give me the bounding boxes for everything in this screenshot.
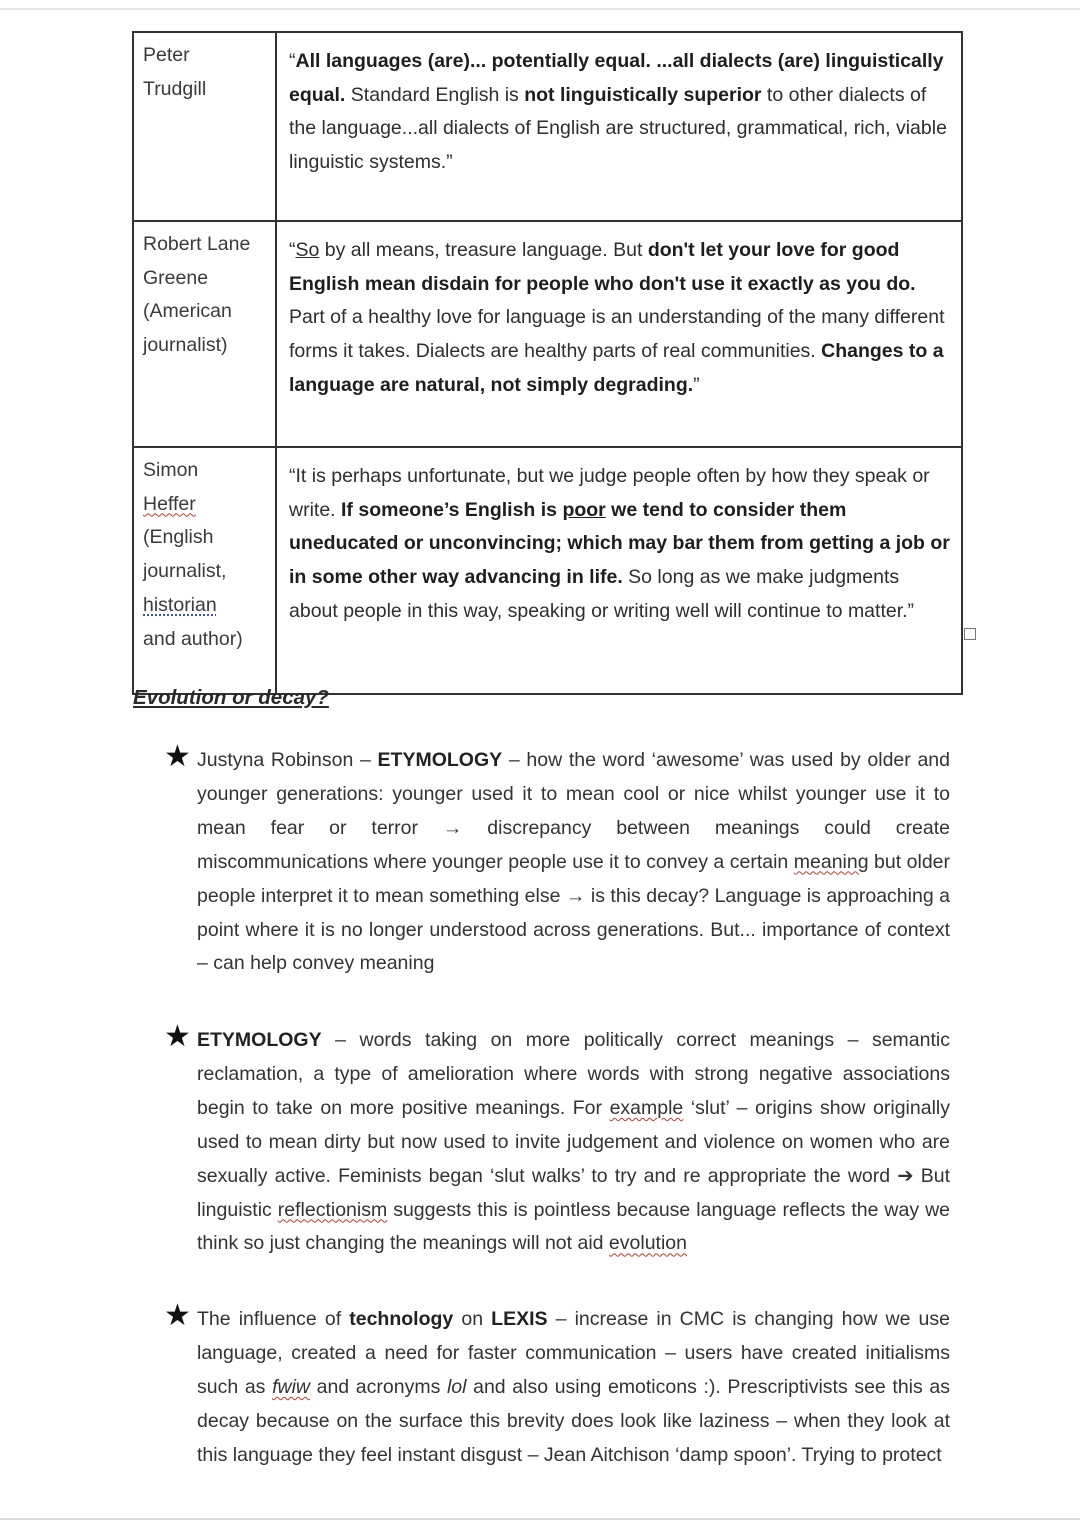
list-item: [164, 1299, 950, 1473]
star-icon: ★: [164, 1299, 191, 1332]
table-row: [133, 221, 962, 447]
table-row: [133, 32, 962, 221]
author-line: Heffer: [143, 492, 196, 515]
bottom-edge-line: [0, 1518, 1080, 1520]
author-line: Simon: [143, 459, 199, 481]
author-cell: [133, 447, 276, 694]
author-line: journalist,: [143, 560, 227, 583]
star-icon: ★: [164, 740, 191, 773]
bullet-text: Justyna Robinson – ETYMOLOGY – how the word ‘awesome’ was used by older and younger generations: younger used it to mean cool or nice whilst younger use it to mean fear or terror → discrepancy between meanings could create miscommunications where younger people use it to convey a certain meaning but older people interpret it to mean something else → is this decay? Language is approaching a point where it is no longer understood across generations. But... importance of context – can help convey meaning: [197, 749, 951, 975]
author-cell: [133, 32, 276, 221]
star-icon: ★: [164, 1020, 191, 1053]
author-line: Greene: [143, 266, 209, 289]
bullet-text: The influence of technology on LEXIS – increase in CMC is changing how we use language, created a need for faster communication – users have created initialisms such as fwiw and acronyms lol and also using emoticons :). Prescriptivists see this as decay because on the surface this brevity does look like laziness – when they look at this language they feel instant disgust – Jean Aitchison ‘damp spoon’. Trying to protect: [197, 1308, 950, 1466]
list-item: [164, 740, 951, 981]
table-row: [133, 447, 962, 694]
top-edge-line: [0, 8, 1080, 10]
quote-cell: “All languages (are)... potentially equal. ...all dialects (are) linguistically equal. Standard English is not linguistically superior to other dialects of the language...all dialects of English are structured, grammatical, rich, viable linguistic systems.”: [276, 32, 962, 221]
author-line: and author): [143, 627, 243, 650]
list-item: [164, 1020, 950, 1261]
checkbox-square-icon: [964, 628, 976, 640]
bullet-text: ETYMOLOGY – words taking on more politically correct meanings – semantic reclamation, a type of amelioration where words with strong negative associations begin to take on more positive meanings. For example ‘slut’ – origins show originally used to mean dirty but now used to invite judgement and violence on women who are sexually active. Feminists began ‘slut walks’ to try and re appropriate the word ➔ But linguistic reflectionism suggests this is pointless because language reflects the way we think so just changing the meanings will not aid evolution: [197, 1029, 950, 1255]
author-line: (English: [143, 526, 214, 549]
quotes-table: [132, 31, 963, 695]
quote-cell: “So by all means, treasure language. But don't let your love for good English mean disdain for people who don't use it exactly as you do. Part of a healthy love for language is an understanding of the many different forms it takes. Dialects are healthy parts of real communities. Changes to a language are natural, not simply degrading.”: [276, 221, 962, 447]
section-heading: Evolution or decay?: [133, 686, 329, 709]
author-line: journalist): [143, 334, 228, 357]
author-line: Trudgill: [143, 77, 207, 100]
quote-cell: “It is perhaps unfortunate, but we judge people often by how they speak or write. If someone’s English is poor we tend to consider them uneducated or unconvincing; which may bar them from getting a job or in some other way advancing in life. So long as we make judgments about people in this way, speaking or writing well will continue to matter.”: [276, 447, 962, 694]
author-line: (American: [143, 300, 232, 323]
author-line: historian: [143, 593, 217, 616]
author-cell: [133, 221, 276, 447]
author-line: Robert Lane: [143, 233, 251, 255]
author-line: Peter: [143, 44, 190, 66]
